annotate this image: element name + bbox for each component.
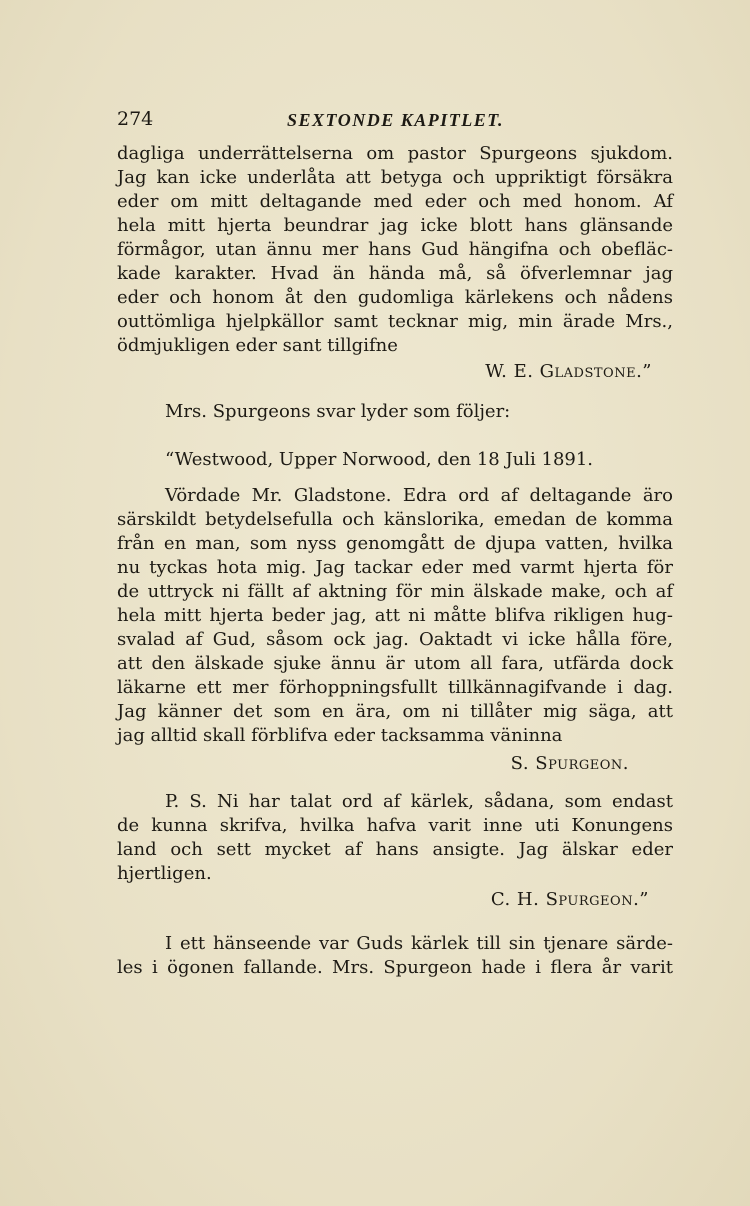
text-line: att den älskade sjuke ännu är utom all fara, utfärda dock bbox=[117, 653, 673, 674]
text-line: hela mitt hjerta beundrar jag icke blott hans glänsande bbox=[117, 215, 673, 236]
text-line: förmågor, utan ännu mer hans Gud hängifna och obefläc- bbox=[117, 239, 673, 260]
running-head: SEXTONDE KAPITLET. bbox=[287, 110, 505, 130]
text-line: Mrs. Spurgeons svar lyder som följer: bbox=[165, 401, 511, 422]
text-line: läkarne ett mer förhoppningsfullt tillkännagifvande i dag. bbox=[117, 677, 673, 698]
text-line: de uttryck ni fällt af aktning för min älskade make, och af bbox=[117, 581, 673, 602]
text-line: hjertligen. bbox=[117, 863, 212, 884]
text-line: ödmjukligen eder sant tillgifne bbox=[117, 335, 398, 356]
text-line: dagliga underrättelserna om pastor Spurgeons sjukdom. bbox=[117, 143, 673, 164]
text-line: särskildt betydelsefulla och känslorika, emedan de komma bbox=[117, 509, 673, 530]
text-line: jag alltid skall förblifva eder tacksamma väninna bbox=[117, 725, 563, 746]
text-line: Vördade Mr. Gladstone. Edra ord af deltagande äro bbox=[165, 485, 673, 506]
text-line: Jag kan icke underlåta att betyga och uppriktigt försäkra bbox=[117, 167, 673, 188]
text-line: de kunna skrifva, hvilka hafva varit inne uti Konungens bbox=[117, 815, 673, 836]
page-header bbox=[117, 108, 677, 134]
text-line: les i ögonen fallande. Mrs. Spurgeon hade i flera år varit bbox=[117, 957, 673, 978]
text-line: I ett hänseende var Guds kärlek till sin tjenare särde- bbox=[165, 933, 673, 954]
text-line: kade karakter. Hvad än hända må, så öfverlemnar jag bbox=[117, 263, 673, 284]
text-line: Jag känner det som en ära, om ni tillåter mig säga, att bbox=[117, 701, 673, 722]
text-line: outtömliga hjelpkällor samt tecknar mig, min ärade Mrs., bbox=[117, 311, 673, 332]
page-number: 274 bbox=[117, 108, 154, 130]
signature-s-spurgeon: S. Spurgeon. bbox=[510, 753, 629, 774]
signature-ch-spurgeon: C. H. Spurgeon.” bbox=[490, 889, 649, 910]
text-line: eder och honom åt den gudomliga kärlekens och nådens bbox=[117, 287, 673, 308]
text-line: från en man, som nyss genomgått de djupa vatten, hvilka bbox=[117, 533, 673, 554]
letter-heading: “Westwood, Upper Norwood, den 18 Juli 1891. bbox=[165, 449, 594, 470]
text-line: nu tyckas hota mig. Jag tackar eder med varmt hjerta för bbox=[117, 557, 673, 578]
text-line: hela mitt hjerta beder jag, att ni måtte blifva rikligen hug- bbox=[117, 605, 673, 626]
text-line: land och sett mycket af hans ansigte. Jag älskar eder bbox=[117, 839, 673, 860]
text-line: eder om mitt deltagande med eder och med honom. Af bbox=[117, 191, 673, 212]
signature-gladstone: W. E. Gladstone.” bbox=[485, 361, 652, 382]
text-line: svalad af Gud, såsom ock jag. Oaktadt vi icke hålla före, bbox=[117, 629, 673, 650]
text-line: P. S. Ni har talat ord af kärlek, sådana, som endast bbox=[165, 791, 673, 812]
